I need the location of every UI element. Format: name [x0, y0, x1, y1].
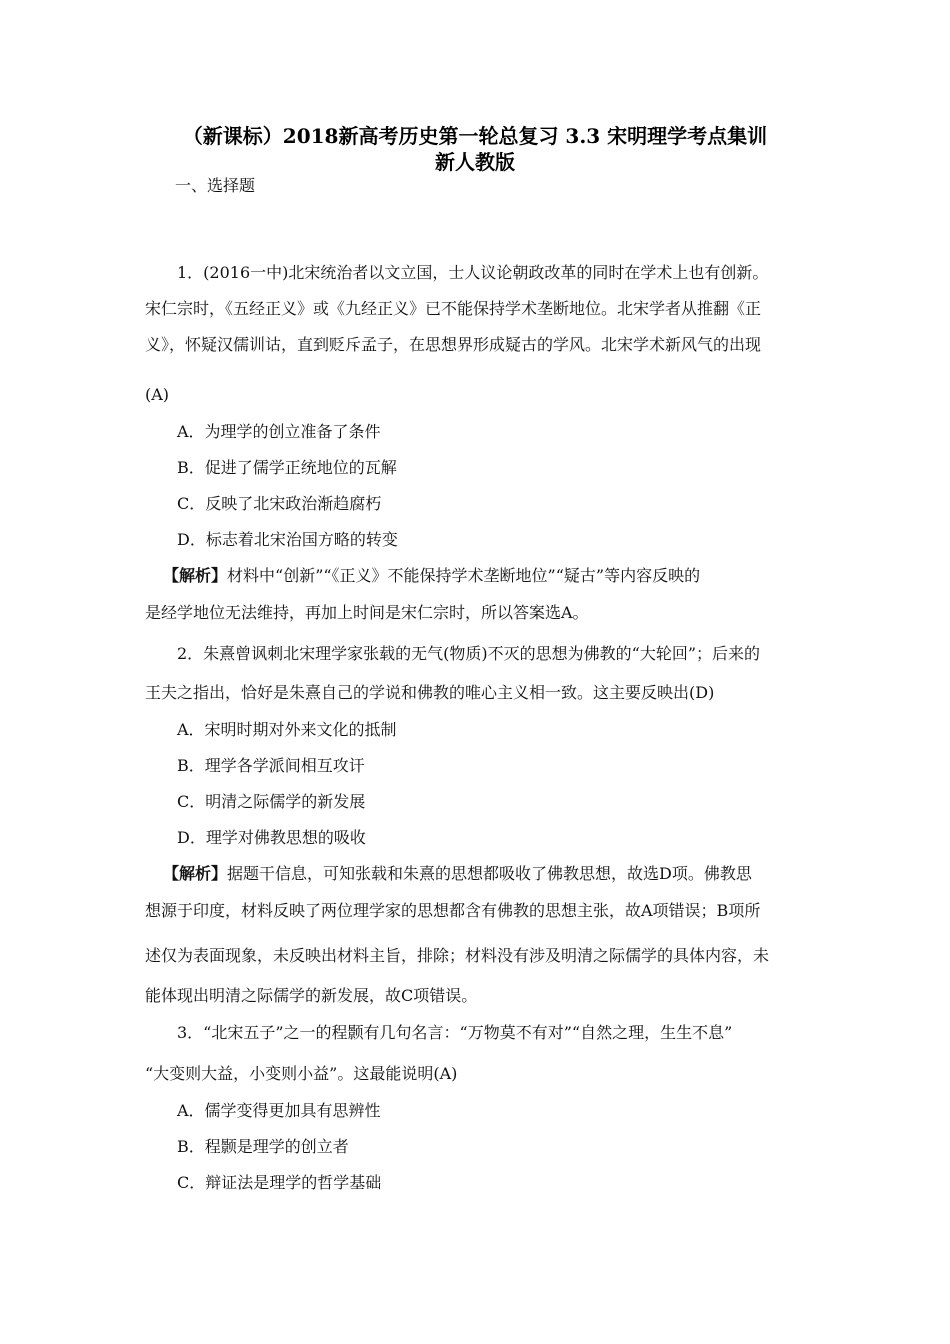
question-1-option-d: D．标志着北宋治国方略的转变: [177, 530, 398, 549]
analysis-tag: 【解析】: [163, 566, 228, 585]
question-1-option-c: C．反映了北宋政治渐趋腐朽: [177, 494, 382, 513]
document-title: （新课标）2018新高考历史第一轮总复习 3.3 宋明理学考点集训: [182, 124, 768, 148]
question-1-stem-line-2: 宋仁宗时，《五经正义》或《九经正义》已不能保持学术垄断地位。北宋学者从推翻《正: [145, 299, 762, 318]
question-3-option-a: A．儒学变得更加具有思辨性: [177, 1101, 381, 1120]
question-2-option-b: B．理学各学派间相互攻讦: [177, 756, 365, 775]
question-1-analysis-line-1: [163, 566, 833, 586]
document-title-line2: 新人教版: [435, 150, 515, 174]
section-heading: 一、选择题: [175, 176, 256, 195]
question-2-option-d: D．理学对佛教思想的吸收: [177, 828, 366, 847]
analysis-text: 据题干信息，可知张载和朱熹的思想都吸收了佛教思想，故选D项。佛教思: [227, 864, 752, 883]
analysis-tag: 【解析】: [163, 864, 228, 883]
question-1-stem-line-1: 1．(2016一中)北宋统治者以文立国，士人议论朝政改革的同时在学术上也有创新。: [177, 263, 769, 282]
question-3-option-b: B．程颢是理学的创立者: [177, 1137, 349, 1156]
question-2-stem-line-2: 王夫之指出，恰好是朱熹自己的学说和佛教的唯心主义相一致。这主要反映出(D): [145, 683, 715, 702]
question-1-stem-line-3: 义》，怀疑汉儒训诂，直到贬斥孟子，在思想界形成疑古的学风。北宋学术新风气的出现: [145, 335, 762, 354]
question-3-option-c: C．辩证法是理学的哲学基础: [177, 1173, 382, 1192]
question-2-analysis-line-2: 想源于印度，材料反映了两位理学家的思想都含有佛教的思想主张，故A项错误；B项所: [145, 901, 761, 920]
question-3-stem-line-2: “大变则大益，小变则小益”。这最能说明(A): [145, 1064, 458, 1083]
question-2-analysis-line-1: [163, 864, 833, 884]
question-2-analysis-line-4: 能体现出明清之际儒学的新发展，故C项错误。: [145, 986, 478, 1005]
question-2-stem-line-1: 2．朱熹曾讽刺北宋理学家张载的无气(物质)不灭的思想为佛教的“大轮回”；后来的: [177, 644, 761, 663]
question-2-option-c: C．明清之际儒学的新发展: [177, 792, 366, 811]
question-2-analysis-line-3: 述仅为表面现象，未反映出材料主旨，排除；材料没有涉及明清之际儒学的具体内容，未: [145, 946, 770, 965]
question-1-option-a: A．为理学的创立准备了条件: [177, 422, 381, 441]
question-2-option-a: A．宋明时期对外来文化的抵制: [177, 720, 397, 739]
question-1-analysis-line-2: 是经学地位无法维持，再加上时间是宋仁宗时，所以答案选A。: [145, 603, 589, 622]
question-3-stem-line-1: 3．“北宋五子”之一的程颢有几句名言：“万物莫不有对”“自然之理，生生不息”: [177, 1023, 733, 1042]
question-1-option-b: B．促进了儒学正统地位的瓦解: [177, 458, 397, 477]
analysis-text: 材料中“创新”“《正义》不能保持学术垄断地位”“疑古”等内容反映的: [227, 566, 701, 585]
question-1-answer: (A): [145, 385, 170, 404]
